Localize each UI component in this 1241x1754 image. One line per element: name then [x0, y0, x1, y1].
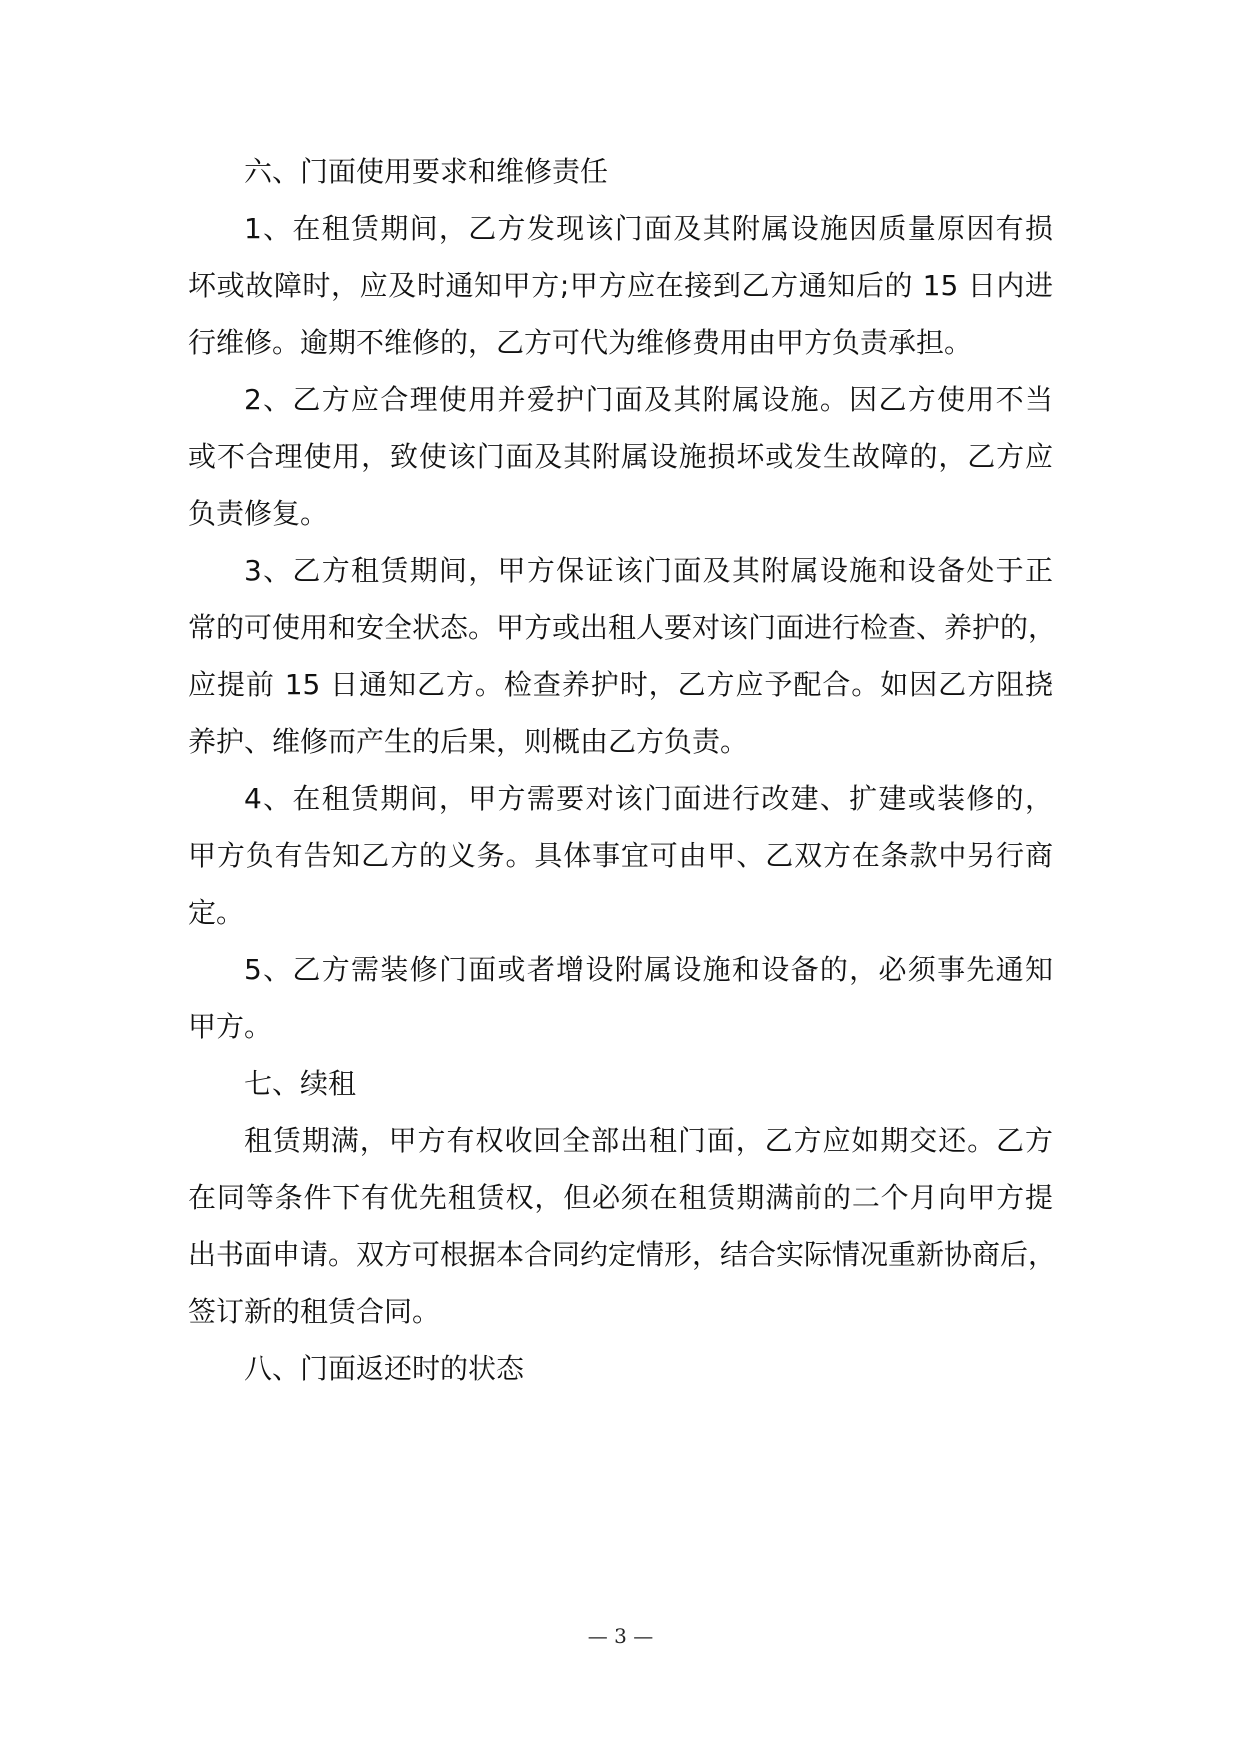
clause-6-3-line-3: 应提前 15 日通知乙方。检查养护时，乙方应予配合。如因乙方阻挠 [188, 668, 1053, 701]
clause-6-1-line-2: 坏或故障时，应及时通知甲方;甲方应在接到乙方通知后的 15 日内进 [188, 269, 1053, 302]
clause-6-3-line-2: 常的可使用和安全状态。甲方或出租人要对该门面进行检查、养护的， [188, 611, 1057, 644]
clause-6-5-line-1: 5、乙方需装修门面或者增设附属设施和设备的，必须事先通知 [244, 953, 1053, 986]
clause-6-5-line-2: 甲方。 [188, 1010, 273, 1043]
clause-7-line-2: 在同等条件下有优先租赁权，但必须在租赁期满前的二个月向甲方提 [188, 1181, 1053, 1214]
clause-6-2-line-3: 负责修复。 [188, 497, 329, 530]
clause-6-4-line-1: 4、在租赁期间，甲方需要对该门面进行改建、扩建或装修的， [244, 782, 1053, 815]
clause-6-2-line-1: 2、乙方应合理使用并爱护门面及其附属设施。因乙方使用不当 [244, 383, 1053, 416]
page-number: — 3 — [587, 1624, 654, 1648]
clause-6-3-line-1: 3、乙方租赁期间，甲方保证该门面及其附属设施和设备处于正 [244, 554, 1053, 587]
clause-6-1-line-3: 行维修。逾期不维修的，乙方可代为维修费用由甲方负责承担。 [188, 326, 973, 359]
clause-7-line-4: 签订新的租赁合同。 [188, 1295, 441, 1328]
clause-6-4-line-2: 甲方负有告知乙方的义务。具体事宜可由甲、乙双方在条款中另行商 [188, 839, 1053, 872]
clause-6-3-line-4: 养护、维修而产生的后果，则概由乙方负责。 [188, 725, 749, 758]
section-eight-heading: 八、门面返还时的状态 [244, 1352, 525, 1385]
clause-6-4-line-3: 定。 [188, 896, 245, 929]
clause-6-1-line-1: 1、在租赁期间，乙方发现该门面及其附属设施因质量原因有损 [244, 212, 1053, 245]
clause-6-2-line-2: 或不合理使用，致使该门面及其附属设施损坏或发生故障的，乙方应 [188, 440, 1053, 473]
section-six-heading: 六、门面使用要求和维修责任 [244, 155, 609, 188]
clause-7-line-3: 出书面申请。双方可根据本合同约定情形，结合实际情况重新协商后， [188, 1238, 1057, 1271]
section-seven-heading: 七、续租 [244, 1067, 357, 1100]
clause-7-line-1: 租赁期满，甲方有权收回全部出租门面，乙方应如期交还。乙方 [244, 1124, 1053, 1157]
